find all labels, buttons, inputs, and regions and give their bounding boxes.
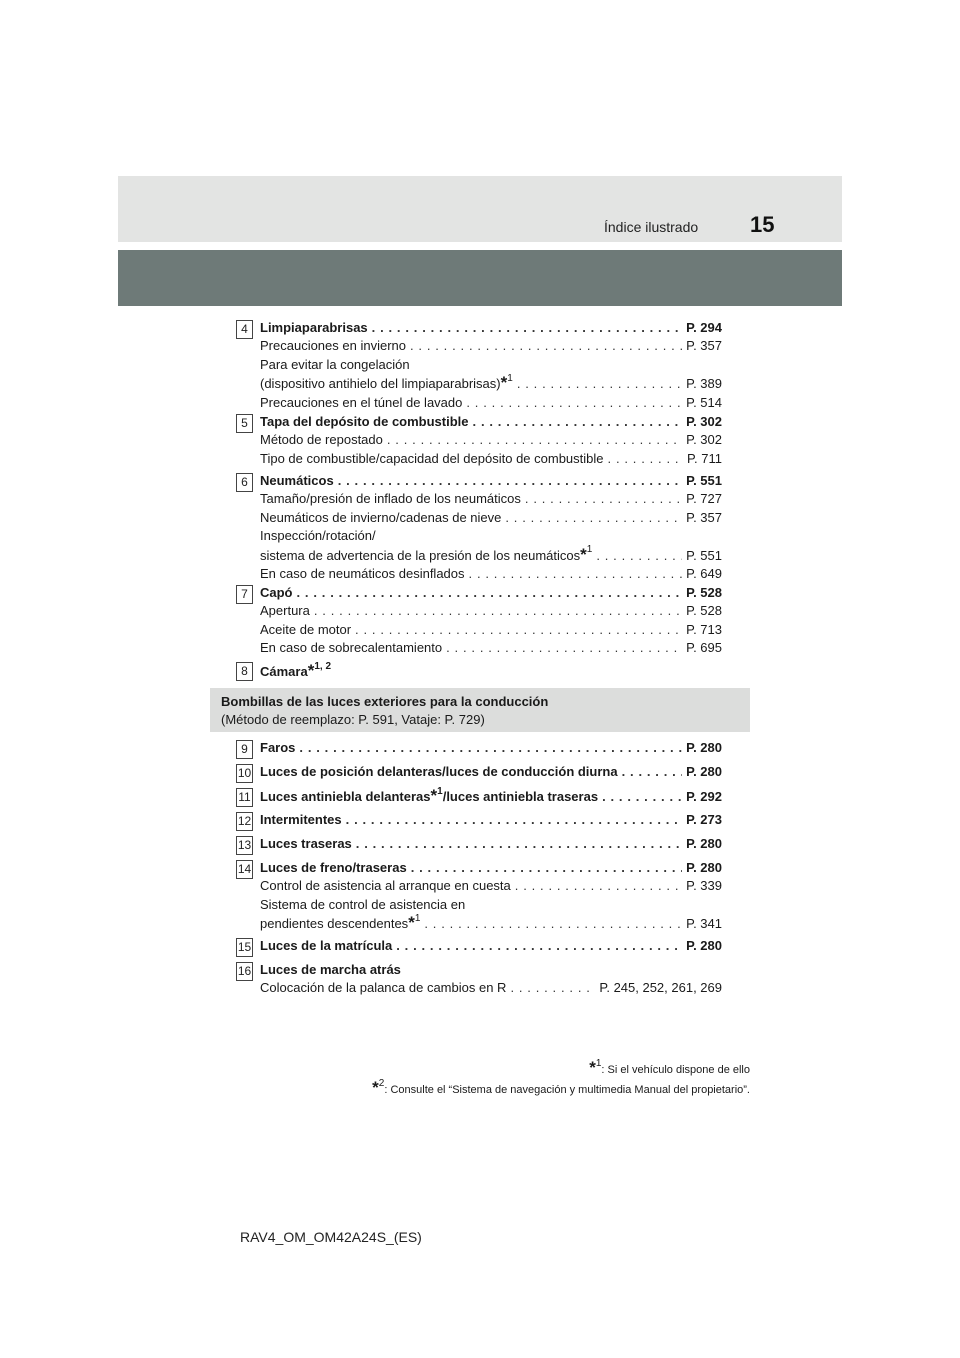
entry-sub-line[interactable]: Aceite de motor . . . P. 713 [260, 621, 722, 639]
entry-license-plate-lights [260, 937, 722, 955]
entry-sub-line[interactable]: En caso de neumáticos desinflados . . . P. 649 [260, 565, 722, 583]
entry-stop-lights [260, 859, 722, 934]
entry-title-line[interactable]: Limpiaparabrisas . . . P. 294 [260, 319, 722, 337]
asterisk-mark: * [500, 373, 508, 393]
callout-badge-13: 13 [236, 836, 253, 855]
asterisk-mark: * [408, 913, 415, 933]
entry-sub-line-continued: Para evitar la congelación [260, 356, 410, 372]
callout-badge-15: 15 [236, 938, 253, 957]
entry-sub-line[interactable]: Tamaño/presión de inflado de los neumáticos . . . P. 727 [260, 490, 722, 508]
entry-title-line[interactable]: Luces antiniebla delanteras*$^1$/luces antiniebla traseras . . . P. 292 [260, 787, 722, 806]
entry-hood [260, 584, 722, 658]
entry-title-line[interactable]: Faros . . . P. 280 [260, 739, 722, 757]
entry-title-line[interactable]: Luces traseras . . . P. 280 [260, 835, 722, 853]
asterisk-mark: * [372, 1078, 379, 1097]
entry-sub-line[interactable]: Precauciones en invierno . . . P. 357 [260, 337, 722, 355]
asterisk-mark: * [430, 786, 438, 805]
entry-sub-line[interactable]: Apertura . . . P. 528 [260, 602, 722, 620]
entry-sub-line[interactable]: Colocación de la palanca de cambios en R . . . P. 245, 252, 261, 269 [260, 979, 722, 997]
callout-badge-7: 7 [236, 585, 253, 604]
entry-sub-line[interactable]: pendientes descendentes*$^1$ . . . P. 341 [260, 914, 722, 933]
entry-title-line[interactable]: Capó . . . P. 528 [260, 584, 722, 602]
entry-sub-line[interactable]: (dispositivo antihielo del limpiaparabrisas)*$^1$ . . . P. 389 [260, 374, 722, 393]
entry-fog-lights [260, 787, 722, 806]
entry-tail-lights [260, 835, 722, 853]
entry-turn-signals [260, 811, 722, 829]
entry-title-line[interactable]: Tapa del depósito de combustible . . . P. 302 [260, 413, 722, 431]
callout-badge-9: 9 [236, 740, 253, 759]
callout-badge-6: 6 [236, 473, 253, 492]
callout-badge-12: 12 [236, 812, 253, 831]
entry-title-line[interactable]: Neumáticos . . . P. 551 [260, 472, 722, 490]
entry-sub-line[interactable]: Neumáticos de invierno/cadenas de nieve . . . P. 357 [260, 509, 722, 527]
entry-tires [260, 472, 722, 583]
entry-title-line[interactable]: Intermitentes . . . P. 273 [260, 811, 722, 829]
entry-sub-line[interactable]: Control de asistencia al arranque en cuesta . . . P. 339 [260, 877, 722, 895]
callout-badge-11: 11 [236, 788, 253, 807]
entry-title-line[interactable]: Luces de la matrícula . . . P. 280 [260, 937, 722, 955]
callout-badge-5: 5 [236, 414, 253, 433]
entry-sub-line[interactable]: Tipo de combustible/capacidad del depósito de combustible . . . P. 711 [260, 450, 722, 468]
entry-backup-lights [260, 961, 722, 998]
bulbs-box-subtitle: (Método de reemplazo: P. 591, Vataje: P. 729) [221, 712, 485, 727]
entry-sub-line[interactable]: Precauciones en el túnel de lavado . . . P. 514 [260, 394, 722, 412]
callout-badge-4: 4 [236, 320, 253, 339]
entry-sub-line-continued: Sistema de control de asistencia en [260, 896, 466, 912]
callout-badge-16: 16 [236, 962, 253, 981]
header-top-band [118, 176, 842, 242]
footnote-2: *$^2$: Consulte el “Sistema de navegación y multimedia Manual del propietario”. [372, 1078, 750, 1097]
entry-title-line[interactable]: Luces de posición delanteras/luces de conducción diurna . . . P. 280 [260, 763, 722, 781]
callout-badge-10: 10 [236, 764, 253, 783]
section-title: Índice ilustrado [604, 219, 699, 235]
entry-title-line[interactable]: Luces de freno/traseras . . . P. 280 [260, 859, 722, 877]
entry-headlights [260, 739, 722, 757]
header-dark-band [118, 250, 842, 306]
document-code: RAV4_OM_OM42A24S_(ES) [240, 1229, 422, 1245]
bulbs-box-title: Bombillas de las luces exteriores para la conducción [221, 694, 549, 709]
entry-sub-line[interactable]: Método de repostado . . . P. 302 [260, 431, 722, 449]
asterisk-mark: * [307, 661, 315, 680]
bulbs-info-box [210, 688, 750, 732]
entry-position-lights [260, 763, 722, 781]
entry-sub-line[interactable]: sistema de advertencia de la presión de los neumáticos*$^1$ . . . P. 551 [260, 546, 722, 565]
page-number: 15 [750, 212, 775, 237]
entry-title-line[interactable]: Luces de marcha atrás [260, 962, 401, 977]
footnote-1: *$^1$: Si el vehículo dispone de ello [589, 1058, 750, 1077]
entry-fuel-door [260, 413, 722, 468]
asterisk-mark: * [580, 544, 587, 564]
entry-sub-line-continued: Inspección/rotación/ [260, 528, 376, 544]
entry-camera[interactable]: Cámara*$^{1, 2}$ [260, 660, 332, 680]
entry-wipers [260, 319, 722, 412]
entry-sub-line[interactable]: En caso de sobrecalentamiento . . . P. 695 [260, 639, 722, 657]
callout-badge-14: 14 [236, 860, 253, 879]
asterisk-mark: * [589, 1058, 596, 1077]
callout-badge-8: 8 [236, 662, 253, 681]
